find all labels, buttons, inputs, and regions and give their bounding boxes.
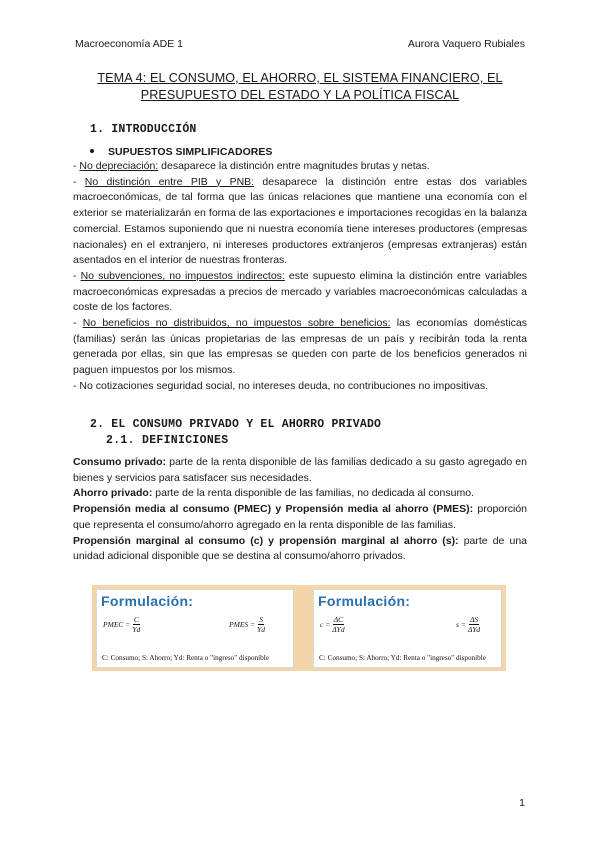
formula-pmec-fraction: [132, 615, 140, 634]
title-line-1: TEMA 4: EL CONSUMO, EL AHORRO, EL SISTEMA FINANCIERO, EL: [97, 71, 503, 85]
formula-pmec: [103, 615, 140, 634]
formula-s: [456, 615, 480, 634]
formula-box-marginal-legend: C: Consumo; S: Ahorro; Yd: Renta o "ingreso" disponible: [319, 654, 486, 662]
assumption-4: [73, 316, 527, 379]
bullet-heading-text: SUPUESTOS SIMPLIFICADORES: [108, 146, 273, 158]
assumption-1: [73, 159, 527, 175]
definition-consumo-term: Consumo privado:: [73, 456, 166, 468]
header-author: Aurora Vaquero Rubiales: [407, 38, 525, 50]
formula-pmes: [229, 615, 265, 634]
definition-propension-marginal-term: Propensión marginal al consumo (c) y propensión marginal al ahorro (s):: [73, 534, 459, 547]
bullet-dot-icon: [90, 149, 94, 153]
formula-pmes-fraction: [257, 615, 265, 634]
definitions-body: [73, 455, 527, 565]
page-title: [60, 70, 540, 104]
dash: -: [73, 175, 85, 188]
formula-c: [320, 615, 345, 634]
formula-pmec-lhs: PMEC =: [103, 620, 131, 629]
definition-propension-media-text: proporción que representa el consumo/ahorro agregado en la renta disponible de las familias.: [73, 503, 527, 531]
formula-box-media-legend: C: Consumo; S: Ahorro; Yd: Renta o "ingreso" disponible: [102, 654, 269, 662]
formula-c-lhs: c =: [320, 620, 331, 629]
assumption-4-text: las economías domésticas (familias) serán las únicas propietarias de las empresas de un país y recibirán toda la renta generada por ellas, sin que las empresas se queden con parte de los beneficios generados ni paguen impuestos por los mismos.: [73, 317, 527, 377]
title-line-2: PRESUPUESTO DEL ESTADO Y LA POLÍTICA FISCAL: [140, 88, 460, 102]
formula-s-lhs: s =: [456, 620, 466, 629]
formula-box-media-title: Formulación:: [101, 593, 194, 609]
assumption-4-term: No beneficios no distribuidos, no impuestos sobre beneficios:: [82, 317, 391, 330]
assumption-2: [73, 175, 527, 269]
definition-propension-marginal-text: parte de una unidad adicional disponible que se destina al consumo/ahorro privados.: [73, 534, 527, 563]
definition-ahorro: [73, 486, 527, 502]
header-course: Macroeconomía ADE 1: [75, 38, 183, 50]
definition-consumo: [73, 455, 527, 486]
section-heading-consumo: 2. EL CONSUMO PRIVADO Y EL AHORRO PRIVADO: [90, 418, 382, 431]
formula-pmec-den: Yd: [132, 625, 141, 634]
formula-s-fraction: [468, 615, 480, 634]
intro-body: [73, 159, 527, 395]
bullet-heading: [90, 146, 272, 158]
dash: -: [73, 160, 80, 172]
assumption-2-text: desaparece la distinción entre estas dos variables macroeconómicas, de tal forma que las únicas relaciones que mantiene una economía con el exterior se materializarán en forma de las exportaciones e importaciones recogidas en la balanza comercial. Estamos suponiendo que ni nuestra economía tiene intereses productores (empresas nacionales) en el extranjero, ni intereses productores extranjeros (empresas extranjeras) están asentados en el interior de nuestras fronteras.: [73, 175, 527, 267]
formula-pmes-num: S: [259, 615, 263, 624]
assumption-1-term: No depreciación:: [79, 160, 159, 172]
definition-propension-media-term: Propensión media al consumo (PMEC) y Propensión media al ahorro (PMES):: [73, 503, 474, 516]
formula-s-num: ΔS: [469, 615, 479, 624]
formula-c-fraction: [332, 615, 344, 634]
dash: -: [73, 317, 83, 330]
definition-propension-media: [73, 502, 527, 533]
subsection-heading-definiciones: 2.1. DEFINICIONES: [106, 434, 229, 447]
formula-pmes-den: Yd: [257, 625, 266, 634]
assumption-5: - No cotizaciones seguridad social, no intereses deuda, no contribuciones no impositivas.: [73, 379, 488, 392]
formula-pmes-lhs: PMES =: [229, 620, 256, 629]
formula-box-marginal: [313, 589, 502, 668]
definition-consumo-text: parte de la renta disponible de las familias dedicado a su gasto agregado en bienes y servicios para satisfacer sus necesidades.: [73, 456, 527, 484]
section-heading-intro: 1. INTRODUCCIÓN: [90, 123, 197, 136]
assumption-1-text: desaparece la distinción entre magnitudes brutas y netas.: [158, 160, 430, 172]
formula-figure: [92, 585, 506, 671]
assumption-2-term: No distinción entre PIB y PNB:: [84, 175, 255, 188]
page-number: 1: [519, 797, 525, 809]
definition-propension-marginal: [73, 534, 527, 565]
formula-c-den: ΔYd: [332, 625, 345, 634]
definition-ahorro-term: Ahorro privado:: [73, 487, 153, 500]
formula-c-num: ΔC: [333, 615, 344, 624]
assumption-3-text: este supuesto elimina la distinción entre variables macroeconómicas expresadas a precios de mercado y variables macroeconómicas calculadas a coste de los factores.: [73, 269, 527, 314]
formula-pmec-num: C: [133, 615, 139, 624]
assumption-3: [73, 269, 527, 316]
definition-ahorro-text: parte de la renta disponible de las familias, no dedicada al consumo.: [152, 487, 474, 500]
formula-box-media: [96, 589, 294, 668]
formula-box-marginal-title: Formulación:: [318, 593, 411, 609]
formula-s-den: ΔYd: [467, 625, 481, 634]
assumption-3-term: No subvenciones, no impuestos indirectos:: [80, 269, 285, 282]
dash: -: [73, 269, 81, 282]
